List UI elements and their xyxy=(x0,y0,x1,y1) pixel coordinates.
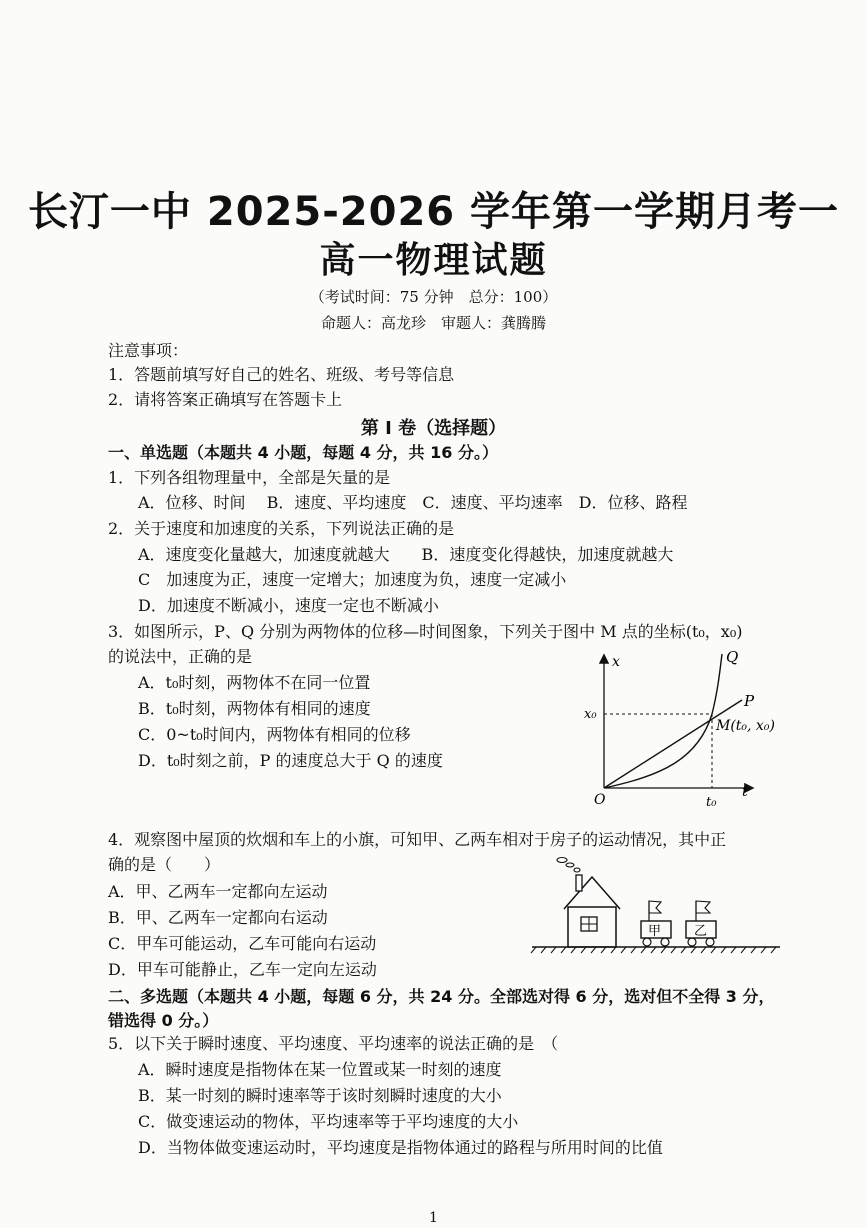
chimney xyxy=(576,875,582,891)
note-item: 2．请将答案正确填写在答题卡上 xyxy=(108,390,343,409)
question-3-option: D．t₀时刻之前，P 的速度总大于 Q 的速度 xyxy=(138,751,443,770)
question-5-stem: 5．以下关于瞬时速度、平均速度、平均速率的说法正确的是 （ xyxy=(108,1034,559,1053)
curve-q-label: Q xyxy=(726,648,739,666)
car-jia xyxy=(641,901,671,946)
question-4-option: C．甲车可能运动，乙车可能向右运动 xyxy=(108,934,377,953)
question-1-options: A．位移、时间 B．速度、平均速度 C．速度、平均速率 D．位移、路程 xyxy=(138,493,688,512)
question-3-option: A．t₀时刻，两物体不在同一位置 xyxy=(138,673,371,692)
notes-heading: 注意事项： xyxy=(108,341,189,360)
part-title: 第 I 卷（选择题） xyxy=(360,418,507,439)
car-yi-label: 乙 xyxy=(694,924,708,939)
question-4-option: B．甲、乙两车一定都向右运动 xyxy=(108,908,328,927)
question-3-option: C．0~t₀时间内，两物体有相同的位移 xyxy=(138,725,411,744)
question-5-option: A．瞬时速度是指物体在某一位置或某一时刻的速度 xyxy=(138,1060,502,1079)
question-4-option: D．甲车可能静止，乙车一定向左运动 xyxy=(108,960,377,979)
x-axis-label: t xyxy=(742,784,748,800)
question-3-stem: 3．如图所示，P、Q 分别为两物体的位移—时间图象，下列关于图中 M 点的坐标(t₀，x₀) xyxy=(108,622,743,641)
exam-info: （考试时间：75 分钟 总分：100） xyxy=(309,288,558,306)
car-yi xyxy=(686,901,716,946)
question-1-stem: 1．下列各组物理量中，全部是矢量的是 xyxy=(108,468,391,487)
question-4-option: A．甲、乙两车一定都向左运动 xyxy=(108,882,328,901)
question-2-option: C 加速度为正，速度一定增大；加速度为负，速度一定减小 xyxy=(138,570,567,589)
ground-hatching xyxy=(531,947,776,953)
line-p xyxy=(604,700,742,788)
section2-heading: 二、多选题（本题共 4 小题，每题 6 分，共 24 分。全部选对得 6 分，选对但不全得 3 分， xyxy=(108,987,775,1006)
exam-subtitle: 高一物理试题 xyxy=(319,240,548,281)
question-2-stem: 2．关于速度和加速度的关系，下列说法正确的是 xyxy=(108,519,455,538)
section1-heading: 一、单选题（本题共 4 小题，每题 4 分，共 16 分。） xyxy=(108,443,498,462)
question-3-option: B．t₀时刻，两物体有相同的速度 xyxy=(138,699,371,718)
question-4-stem: 4．观察图中屋顶的炊烟和车上的小旗，可知甲、乙两车相对于房子的运动情况，其中正 xyxy=(108,830,727,849)
exam-authors: 命题人：高龙珍 审题人：龚腾腾 xyxy=(320,314,546,332)
smoke xyxy=(557,858,580,873)
flag-icon xyxy=(649,901,661,913)
origin-label: O xyxy=(594,792,606,808)
t0-label: t₀ xyxy=(706,795,717,810)
question-5-option: B．某一时刻的瞬时速率等于该时刻瞬时速度的大小 xyxy=(138,1086,502,1105)
y-axis-label: x xyxy=(612,654,620,670)
question-2-option: D．加速度不断减小，速度一定也不断减小 xyxy=(138,596,439,615)
house xyxy=(564,875,620,947)
question-2-option: A．速度变化量越大，加速度就越大 B．速度变化得越快，加速度就越大 xyxy=(138,545,674,564)
section2-heading-cont: 错选得 0 分。） xyxy=(108,1011,219,1030)
page-number: 1 xyxy=(429,1210,438,1226)
point-m-label: M(t₀, x₀) xyxy=(716,718,775,734)
line-p-label: P xyxy=(744,692,755,710)
question-3-stem-cont: 的说法中，正确的是 xyxy=(108,647,253,666)
house-cars-illustration xyxy=(530,855,785,960)
x0-label: x₀ xyxy=(584,707,597,722)
question-4-stem-cont: 确的是（ ） xyxy=(108,855,221,874)
question-5-option: D．当物体做变速运动时，平均速度是指物体通过的路程与所用时间的比值 xyxy=(138,1138,663,1157)
note-item: 1．答题前填写好自己的姓名、班级、考号等信息 xyxy=(108,365,455,384)
question-5-option: C．做变速运动的物体，平均速率等于平均速度的大小 xyxy=(138,1112,519,1131)
exam-title: 长汀一中 2025-2026 学年第一学期月考一 xyxy=(27,189,840,235)
curve-q xyxy=(604,654,722,788)
xt-graph xyxy=(580,648,780,818)
car-jia-label: 甲 xyxy=(648,924,662,939)
flag-icon xyxy=(696,901,710,913)
